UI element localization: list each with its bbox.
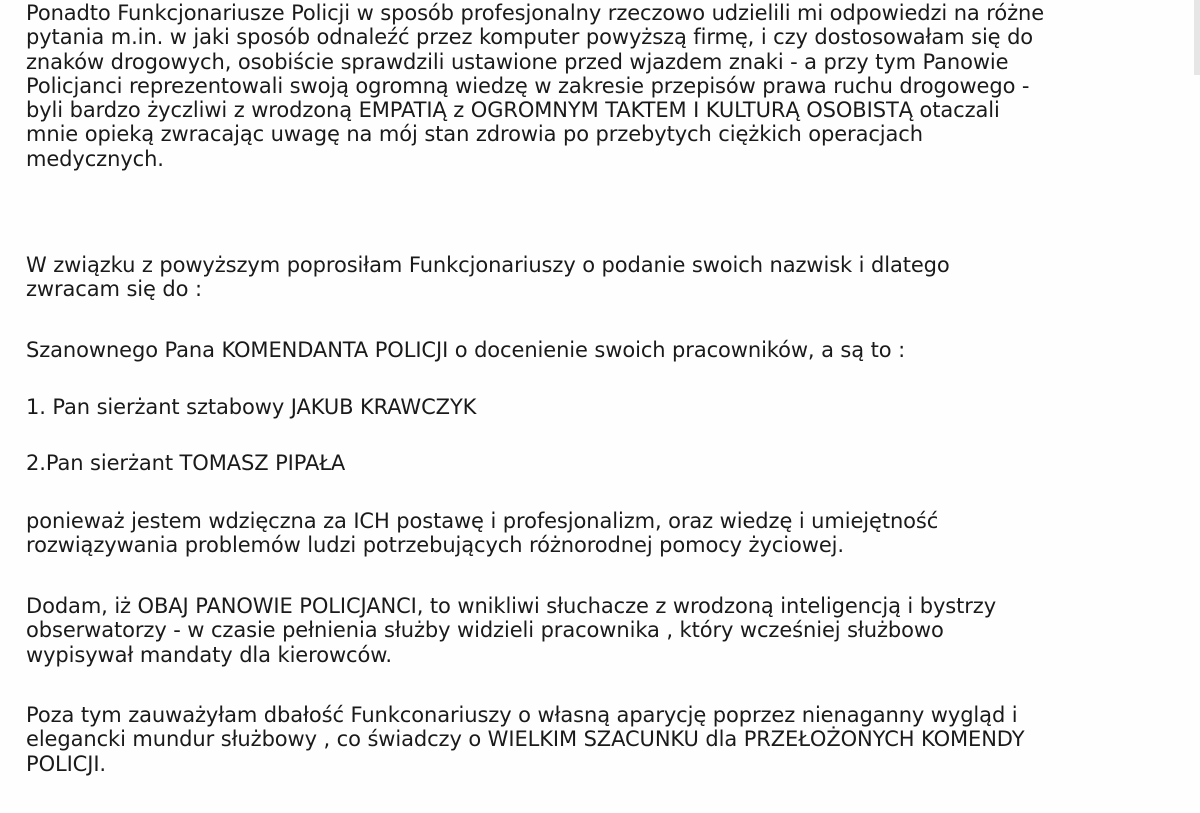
text-line: W związku z powyższym poprosiłam Funkcjonariuszy o podanie swoich nazwisk i dlatego bbox=[26, 253, 950, 277]
text-line: Ponadto Funkcjonariusze Policji w sposób profesjonalny rzeczowo udzielili mi odpowiedzi na różne bbox=[26, 1, 1045, 25]
text-line: zwracam się do : bbox=[26, 277, 202, 302]
text-line: elegancki mundur służbowy , co świadczy o WIELKIM SZACUNKU dla PRZEŁOŻONYCH KOMENDY bbox=[26, 727, 1025, 752]
text-line: mnie opieką zwracając uwagę na mój stan zdrowia po przebytych ciężkich operacjach bbox=[26, 122, 923, 147]
paragraph-officers-qualities bbox=[26, 594, 996, 667]
text-line: Poza tym zauważyłam dbałość Funkconariuszy o własną aparycję poprzez nienaganny wygląd i bbox=[26, 703, 1018, 727]
text-line: wypisywał mandaty dla kierowców. bbox=[26, 642, 392, 667]
text-line: rozwiązywania problemów ludzi potrzebujących różnorodnej pomocy życiowej. bbox=[26, 533, 844, 558]
text-line: Dodam, iż OBAJ PANOWIE POLICJANCI, to wnikliwi słuchacze z wrodzoną inteligencją i bystrzy bbox=[26, 594, 997, 618]
text-line: medycznych. bbox=[26, 146, 164, 171]
text-line: pytania m.in. w jaki sposób odnaleźć przez komputer powyższą firmę, i czy dostosowałam się do bbox=[26, 25, 1034, 50]
paragraph-gratitude bbox=[26, 509, 938, 558]
text-line: Policjanci reprezentowali swoją ogromną wiedzę w zakresie przepisów prawa ruchu drogowego - bbox=[26, 73, 1030, 98]
text-line: znaków drogowych, osobiście sprawdzili ustawione przed wjazdem znaki - a przy tym Panowie bbox=[26, 49, 1009, 74]
paragraph-police-officers-assistance bbox=[26, 1, 1044, 171]
text-line: ponieważ jestem wdzięczna za ICH postawę i profesjonalizm, oraz wiedzę i umiejętność bbox=[26, 509, 939, 533]
scan-edge-shadow bbox=[1194, 0, 1200, 75]
text-line: byli bardzo życzliwi z wrodzoną EMPATIĄ z OGROMNYM TAKTEM I KULTURĄ OSOBISTĄ otaczali bbox=[26, 98, 1000, 123]
text-line: obserwatorzy - w czasie pełnienia służby widzieli pracownika , który wcześniej służbowo bbox=[26, 618, 944, 643]
list-item-officer-1 bbox=[26, 395, 476, 419]
paragraph-address-commander bbox=[26, 338, 905, 362]
text-line: 2.Pan sierżant TOMASZ PIPAŁA bbox=[26, 451, 346, 475]
text-line: 1. Pan sierżant sztabowy JAKUB KRAWCZYK bbox=[26, 395, 477, 419]
text-line: POLICJI. bbox=[26, 751, 107, 776]
paragraph-appearance bbox=[26, 703, 1024, 776]
paragraph-request-names bbox=[26, 253, 950, 302]
text-line: Szanownego Pana KOMENDANTA POLICJI o docenienie swoich pracowników, a są to : bbox=[26, 338, 906, 362]
list-item-officer-2 bbox=[26, 451, 345, 475]
